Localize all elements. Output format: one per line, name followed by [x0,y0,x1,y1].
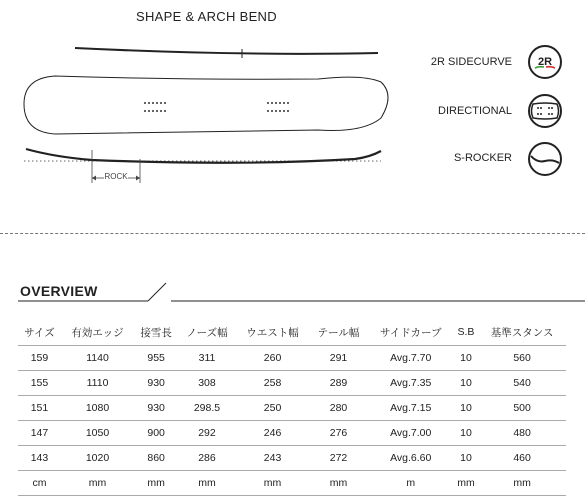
table-row [18,421,566,446]
spec-table [18,319,566,496]
table-cell: 280 [309,396,367,421]
s-rocker-icon [527,141,563,177]
table-cell: 155 [18,371,61,396]
feature-label-s-rocker: S-ROCKER [453,152,512,164]
table-cell: 1080 [61,396,134,421]
table-cell: 10 [454,421,478,446]
table-cell: 272 [309,446,367,471]
table-cell: 1140 [61,346,134,371]
table-cell: 291 [309,346,367,371]
table-cell: 1020 [61,446,134,471]
unit-cell: mm [309,471,367,496]
table-cell: 930 [134,371,178,396]
unit-cell: cm [18,471,61,496]
rock-label: ROCK [104,172,128,181]
table-cell: 250 [236,396,309,421]
table-row [18,371,566,396]
table-cell: 151 [18,396,61,421]
col-header-nose-width: ノーズ幅 [186,326,228,339]
table-cell: 292 [178,421,236,446]
table-cell: 1110 [61,371,134,396]
board-flex-line [75,48,378,54]
unit-cell: mm [236,471,309,496]
table-header-row [18,319,566,346]
table-cell: 258 [236,371,309,396]
table-cell: 10 [454,396,478,421]
shape-arch-bend-title: SHAPE & ARCH BEND [136,9,277,24]
units-row [18,471,566,496]
table-cell: Avg.7.15 [368,396,454,421]
table-cell: 560 [478,346,566,371]
table-cell: 276 [309,421,367,446]
table-cell: 900 [134,421,178,446]
table-cell: 289 [309,371,367,396]
table-cell: 260 [236,346,309,371]
table-cell: 460 [478,446,566,471]
col-header-size: サイズ [24,326,55,339]
unit-cell: mm [134,471,178,496]
table-cell: 311 [178,346,236,371]
unit-cell: mm [61,471,134,496]
table-cell: Avg.6.60 [368,446,454,471]
directional-icon [527,93,563,129]
table-cell: 298.5 [178,396,236,421]
col-header-tail-width: テール幅 [317,326,360,339]
feature-label-directional: DIRECTIONAL [438,105,512,117]
2r-sidecurve-icon [527,44,563,80]
overview-underline [18,281,585,305]
table-cell: 860 [134,446,178,471]
unit-cell: mm [454,471,478,496]
col-header-contact-length: 接雪長 [140,326,172,339]
table-cell: 246 [236,421,309,446]
board-side-profile [26,149,381,163]
table-cell: 286 [178,446,236,471]
table-cell: 243 [236,446,309,471]
table-cell: 1050 [61,421,134,446]
table-row [18,446,566,471]
table-cell: 480 [478,421,566,446]
table-row [18,346,566,371]
col-header-effective-edge: 有効エッジ [71,326,124,339]
table-cell: Avg.7.00 [368,421,454,446]
table-cell: 930 [134,396,178,421]
table-cell: 308 [178,371,236,396]
col-header-setback: S.B [457,326,475,338]
board-outline [24,76,388,134]
table-cell: 500 [478,396,566,421]
table-row [18,396,566,421]
unit-cell: m [368,471,454,496]
overview-title: OVERVIEW [20,283,98,299]
table-cell: 955 [134,346,178,371]
col-header-stance: 基準スタンス [490,326,554,339]
table-cell: 147 [18,421,61,446]
col-header-waist-width: ウエスト幅 [246,326,299,339]
table-cell: 540 [478,371,566,396]
table-cell: Avg.7.35 [368,371,454,396]
table-cell: Avg.7.70 [368,346,454,371]
table-cell: 10 [454,346,478,371]
table-cell: 10 [454,446,478,471]
unit-cell: mm [178,471,236,496]
table-cell: 10 [454,371,478,396]
board-illustration [0,0,585,235]
col-header-sidecurve: サイドカーブ [380,326,442,339]
unit-cell: mm [478,471,566,496]
2r-icon-text: 2R [537,56,553,68]
table-cell: 143 [18,446,61,471]
section-divider [0,233,585,234]
table-cell: 159 [18,346,61,371]
feature-label-2r-sidecurve: 2R SIDECURVE [430,56,512,68]
